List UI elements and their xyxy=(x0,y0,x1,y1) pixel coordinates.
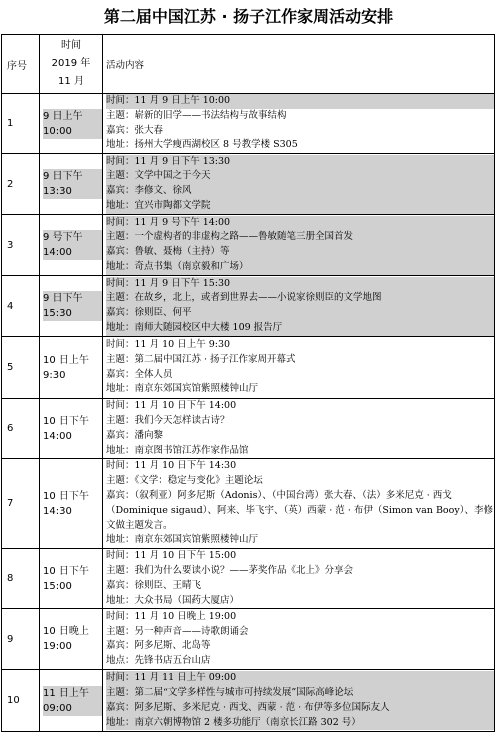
detail-address: 地址：大众书局（国药大厦店） xyxy=(106,594,240,606)
row-time-clock: 15:00 xyxy=(43,580,72,592)
row-time xyxy=(40,670,103,732)
row-time-clock: 09:00 xyxy=(43,701,102,716)
detail-time: 时间：11 月 9 日下午 13:30 xyxy=(106,155,494,170)
detail-guest: 嘉宾：张大春 xyxy=(106,124,164,136)
header-content: 活动内容 xyxy=(103,35,495,94)
detail-guest: 嘉宾：鲁敏、聂梅（主持）等 xyxy=(106,245,494,260)
table-row xyxy=(2,549,495,609)
row-time-clock: 10:00 xyxy=(43,124,102,139)
detail-time: 时间：11 月 10 日晚上 19:00 xyxy=(106,610,237,622)
row-time xyxy=(40,549,103,609)
header-time-year: 2019 年 xyxy=(51,58,91,69)
row-time-day: 10 日下午 xyxy=(43,490,89,502)
row-time-clock: 14:00 xyxy=(43,245,102,260)
table-row xyxy=(2,215,495,276)
page-title: 第二届中国江苏 · 扬子江作家周活动安排 xyxy=(103,7,394,26)
detail-address: 地址：奇点书集（南京毅和广场） xyxy=(106,260,494,275)
detail-guest: 嘉宾：（叙利亚）阿多尼斯（Adonis）、（中国台湾）张大春、（法）多米尼克 · 西戈（Dominique sigaud）、阿来、毕飞宇、（英）西蒙 · 范 · 布伊（Simon van Booy）、李修文做主题发言。 xyxy=(106,489,493,531)
row-details xyxy=(103,670,495,732)
row-time-clock: 19:00 xyxy=(43,641,72,653)
row-time-day: 10 日下午 xyxy=(43,565,89,577)
detail-time: 时间：11 月 10 日下午 15:00 xyxy=(106,550,237,562)
row-details xyxy=(103,609,495,670)
row-details xyxy=(103,215,495,276)
row-time-clock: 9:30 xyxy=(43,369,66,381)
detail-guest: 嘉宾：李修文、徐风 xyxy=(106,184,494,199)
detail-guest: 嘉宾：阿多尼斯、多米尼克 · 西戈、西蒙 · 范 · 布伊等多位国际友人 xyxy=(106,701,494,716)
detail-address: 地址：南师大随园校区中大楼 109 报告厅 xyxy=(106,321,494,336)
row-time xyxy=(40,609,103,670)
row-details xyxy=(103,399,495,459)
detail-guest: 嘉宾：阿多尼斯、北岛等 xyxy=(106,640,211,652)
detail-topic: 主题：在故乡，北上，或者到世界去——小说家徐则臣的文学地图 xyxy=(106,291,494,306)
detail-topic: 主题：第二届“文学多样性与城市可持续发展”国际高峰论坛 xyxy=(106,686,494,701)
detail-guest: 嘉宾：徐则臣、王晴飞 xyxy=(106,579,202,591)
detail-address: 地址：南京东郊国宾馆紫照楼钟山厅 xyxy=(106,534,259,546)
row-number: 9 xyxy=(2,609,40,670)
detail-time: 时间：11 月 10 日下午 14:00 xyxy=(106,400,237,412)
detail-address: 地址：南京东郊国宾馆紫照楼钟山厅 xyxy=(106,383,259,395)
row-time xyxy=(40,215,103,276)
row-details xyxy=(103,549,495,609)
detail-time: 时间：11 月 11 日上午 09:00 xyxy=(106,671,494,686)
detail-topic: 主题：我们为什么要读小说？——茅奖作品《北上》分享会 xyxy=(106,564,354,576)
detail-address: 地址：宜兴市陶都文学院 xyxy=(106,199,494,214)
row-number: 4 xyxy=(2,276,40,337)
header-time xyxy=(40,35,103,94)
row-number: 5 xyxy=(2,337,40,399)
detail-address: 地址：南京六朝博物馆 2 楼多功能厅（南京长江路 302 号） xyxy=(106,716,494,731)
detail-topic: 主题：另一种声音——诗歌朗诵会 xyxy=(106,625,249,637)
row-details xyxy=(103,154,495,215)
table-row xyxy=(2,670,495,732)
detail-time: 时间：11 月 9 号下午 14:00 xyxy=(106,216,494,231)
table-row xyxy=(2,337,495,399)
row-number: 6 xyxy=(2,399,40,459)
row-details xyxy=(103,459,495,549)
row-time xyxy=(40,399,103,459)
row-number: 3 xyxy=(2,215,40,276)
header-time-label: 时间 xyxy=(61,40,81,51)
table-row xyxy=(2,459,495,549)
detail-topic: 主题：《文学：稳定与变化》主题论坛 xyxy=(106,475,263,487)
header-time-month: 11 月 xyxy=(58,76,84,87)
detail-time: 时间：11 月 10 日上午 9:30 xyxy=(106,339,231,351)
detail-address: 地点：先锋书店五台山店 xyxy=(106,655,211,667)
row-time-clock: 15:30 xyxy=(43,306,102,321)
row-time xyxy=(40,276,103,337)
row-time-clock: 14:30 xyxy=(43,505,72,517)
row-details xyxy=(103,337,495,399)
detail-time: 时间：11 月 9 日下午 15:30 xyxy=(106,277,494,292)
row-time-day: 9 日下午 xyxy=(43,169,102,184)
detail-topic: 主题：一个虚构者的非虚构之路——鲁敏随笔三册全国首发 xyxy=(106,230,494,245)
table-row xyxy=(2,154,495,215)
detail-guest: 嘉宾：全体人员 xyxy=(106,368,173,380)
row-number: 2 xyxy=(2,154,40,215)
detail-topic: 主题：文学中国之于今天 xyxy=(106,169,494,184)
row-time xyxy=(40,94,103,154)
row-number: 8 xyxy=(2,549,40,609)
header-no: 序号 xyxy=(2,35,40,94)
detail-time: 时间：11 月 10 日下午 14:30 xyxy=(106,460,237,472)
table-row xyxy=(2,276,495,337)
row-time-clock: 13:30 xyxy=(43,184,102,199)
detail-address: 地址：南京图书馆江苏作家作品馆 xyxy=(106,444,249,456)
row-time-clock: 14:00 xyxy=(43,430,72,442)
row-details xyxy=(103,94,495,154)
row-time xyxy=(40,154,103,215)
row-time xyxy=(40,459,103,549)
row-time-day: 10 日上午 xyxy=(43,354,89,366)
row-time-day: 9 号下午 xyxy=(43,230,102,245)
row-time-day: 11 日上午 xyxy=(43,686,102,701)
table-row xyxy=(2,399,495,459)
row-number: 10 xyxy=(2,670,40,732)
detail-guest: 嘉宾：徐则臣、何平 xyxy=(106,306,494,321)
detail-address: 地址：扬州大学瘦西湖校区 8 号教学楼 S305 xyxy=(106,139,298,151)
row-time-day: 9 日上午 xyxy=(43,109,102,124)
row-time-day: 10 日下午 xyxy=(43,415,89,427)
detail-topic: 主题：崭新的旧学——书法结构与故事结构 xyxy=(106,109,287,121)
row-number: 1 xyxy=(2,94,40,154)
row-time-day: 10 日晚上 xyxy=(43,626,89,638)
row-time-day: 9 日下午 xyxy=(43,291,102,306)
table-row xyxy=(2,609,495,670)
detail-topic: 主题：我们今天怎样读古诗？ xyxy=(106,414,230,426)
row-details xyxy=(103,276,495,337)
schedule-table xyxy=(1,34,495,732)
detail-guest: 嘉宾：潘向黎 xyxy=(106,429,164,441)
detail-time: 时间：11 月 9 日上午 10:00 xyxy=(106,94,494,109)
detail-topic: 主题：第二届中国江苏 · 扬子江作家周开幕式 xyxy=(106,353,296,365)
table-row xyxy=(2,94,495,154)
row-time xyxy=(40,337,103,399)
header-row xyxy=(2,35,495,94)
row-number: 7 xyxy=(2,459,40,549)
